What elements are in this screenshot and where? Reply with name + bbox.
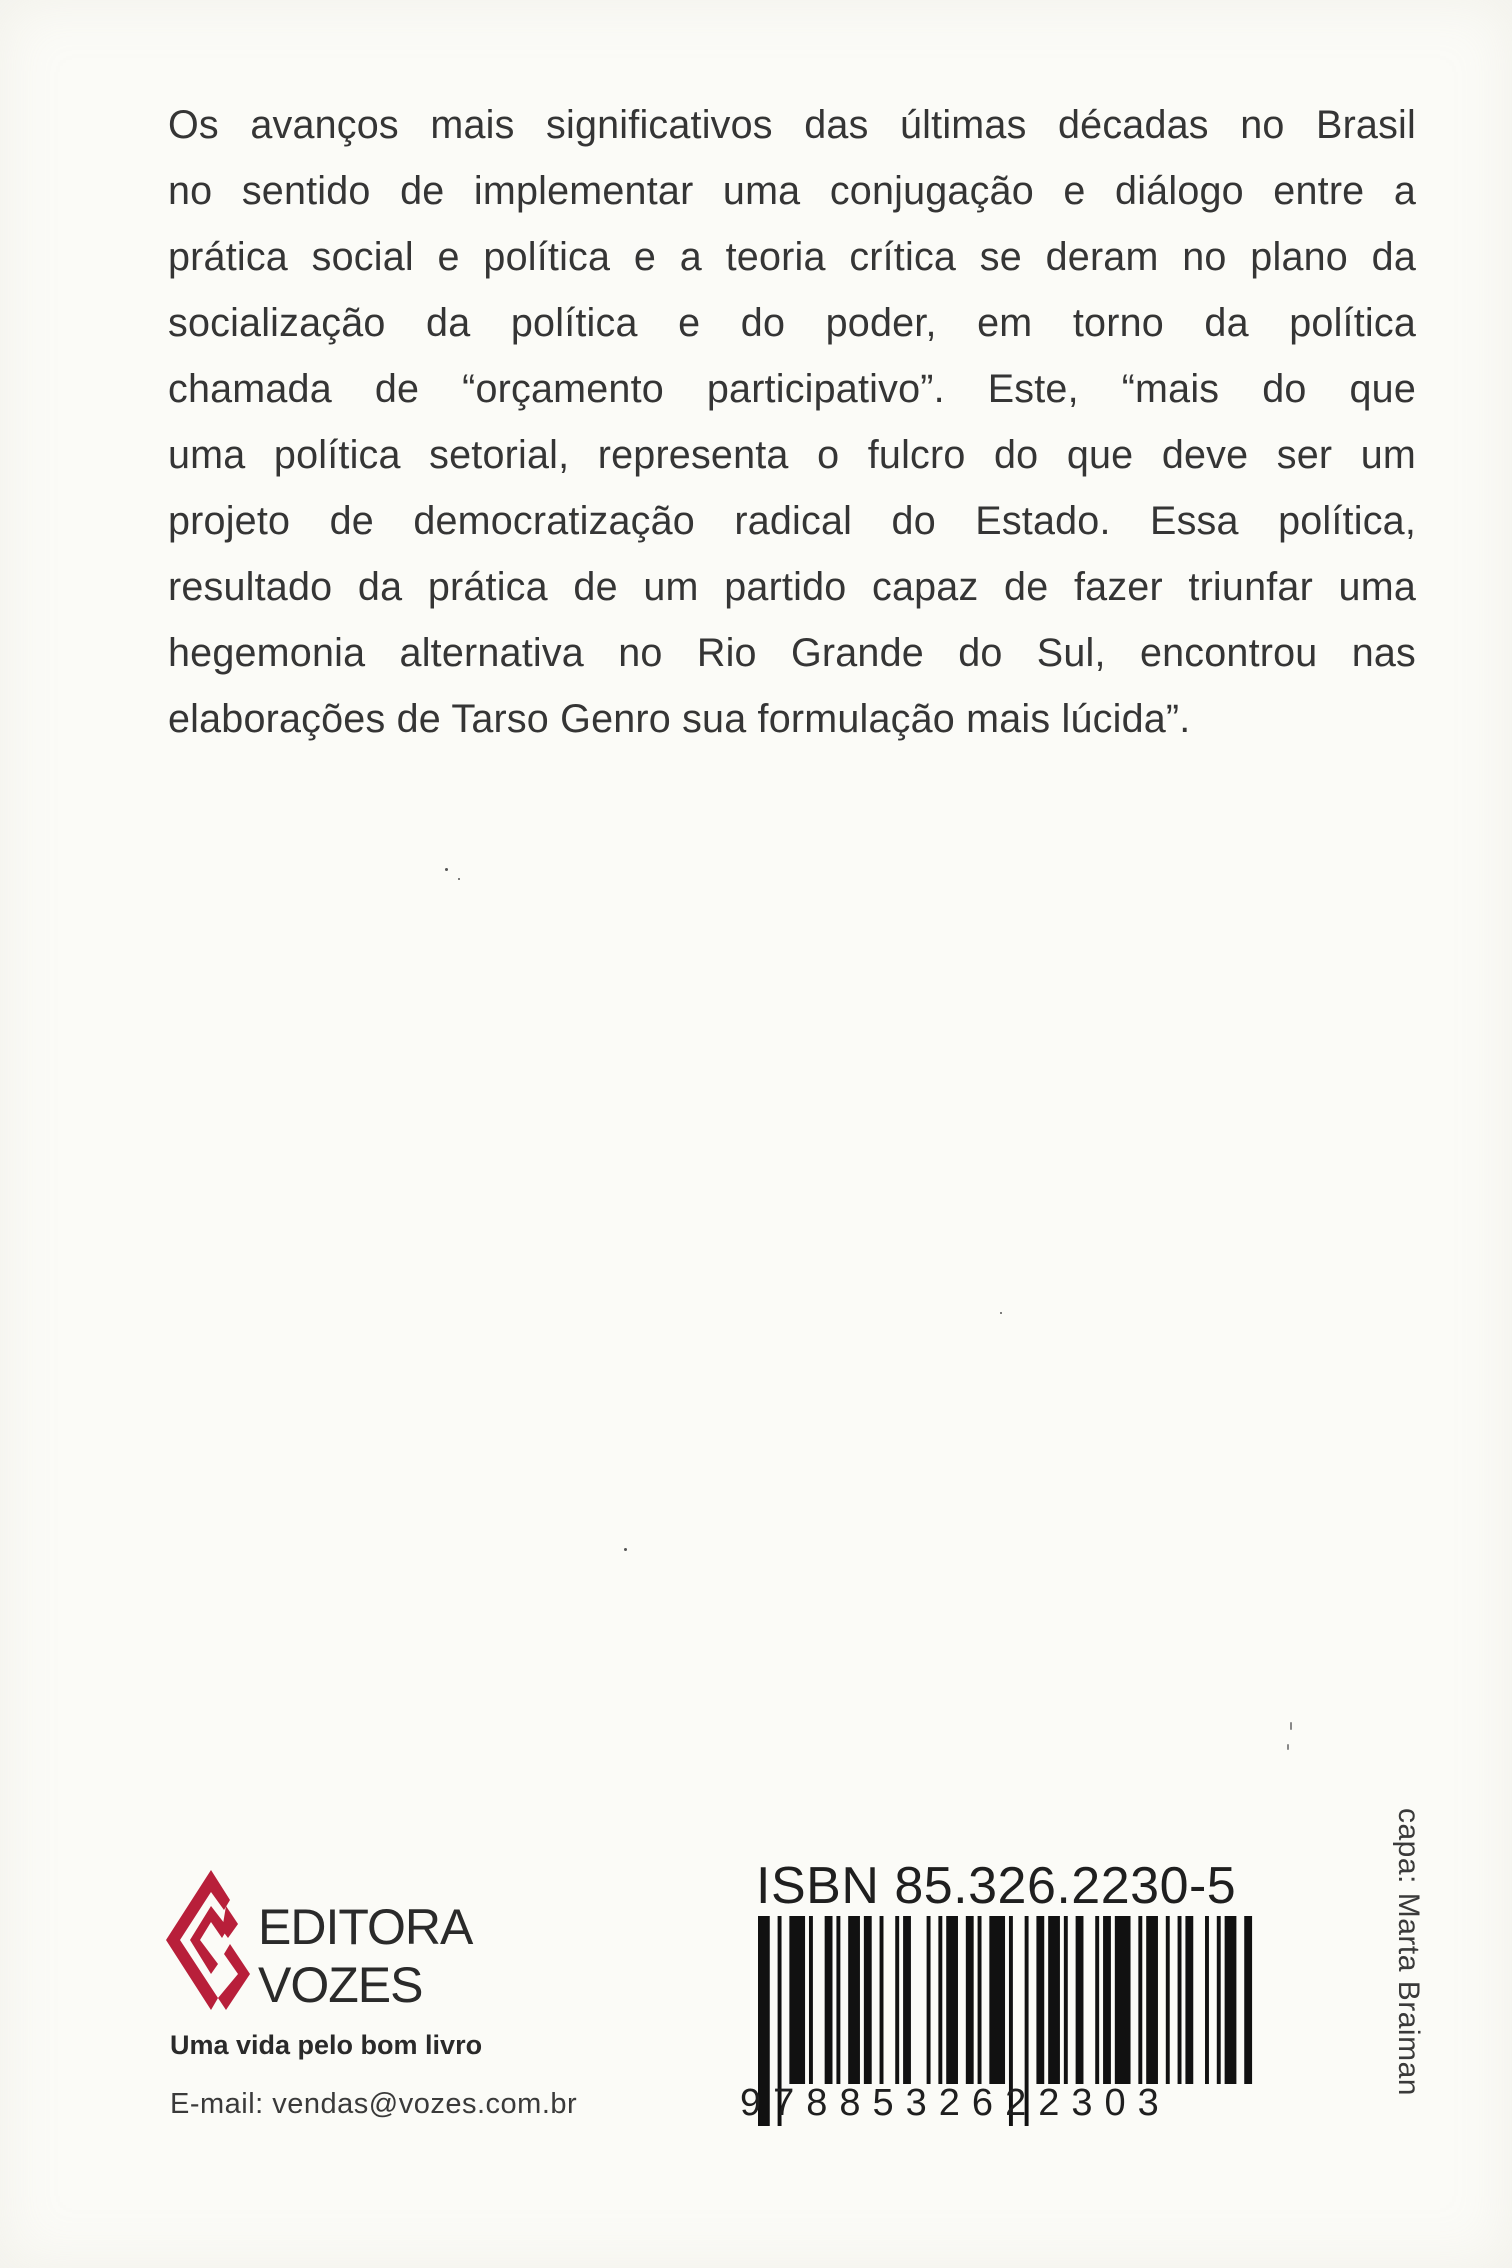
barcode-bar [1138, 1916, 1142, 2084]
barcode-bar [1048, 1916, 1060, 2084]
barcode-bar [1076, 1916, 1084, 2084]
publisher-name-line1: EDITORA [258, 1899, 473, 1955]
blurb-line: Os avanços mais significativos das últimas décadas no Brasil [168, 103, 1416, 147]
barcode-bar [1185, 1916, 1193, 2084]
back-cover-blurb [168, 92, 1416, 752]
isbn-label: ISBN 85.326.2230-5 [756, 1857, 1237, 1915]
barcode-bar [938, 1916, 942, 2084]
barcode-bar [1166, 1916, 1170, 2084]
barcode-bar [1115, 1916, 1131, 2084]
blurb-line: resultado da prática de um partido capaz de fazer triunfar uma [168, 565, 1416, 609]
blurb-line: prática social e política e a teoria crítica se deram no plano da [168, 235, 1416, 279]
cover-credit: capa: Marta Braiman [1392, 1808, 1425, 2096]
publisher-name [258, 1898, 472, 2014]
publisher-tagline: Uma vida pelo bom livro [170, 2030, 483, 2060]
blurb-line: socialização da política e do poder, em torno da política [168, 301, 1416, 345]
barcode-bar [1225, 1916, 1237, 2084]
editora-vozes-logo-icon [166, 1870, 256, 2020]
blurb-line: projeto de democratização radical do Estado. Essa política, [168, 499, 1416, 543]
barcode-bar [1103, 1916, 1111, 2084]
blurb-line: chamada de “orçamento participativo”. Este, “mais do que [168, 367, 1416, 411]
barcode-bar [864, 1916, 872, 2084]
barcode-bar [1244, 1916, 1252, 2084]
barcode-digits: 9788532622303 [740, 2082, 1171, 2124]
barcode-bar [1036, 1916, 1044, 2084]
publisher-email: E-mail: vendas@vozes.com.br [170, 2088, 578, 2120]
blurb-line: uma política setorial, representa o fulcro do que deve ser um [168, 433, 1416, 477]
blurb-line: hegemonia alternativa no Rio Grande do Sul, encontrou nas [168, 631, 1416, 675]
barcode-bar [989, 1916, 1005, 2084]
barcode-bar [1217, 1916, 1221, 2084]
barcode-bar [927, 1916, 931, 2084]
paper-speck [1000, 1312, 1002, 1314]
barcode-bar [880, 1916, 884, 2084]
barcode-bar [895, 1916, 899, 2084]
barcode-bar [1205, 1916, 1209, 2084]
barcode-bar [789, 1916, 805, 2084]
barcode-bar [809, 1916, 813, 2084]
paper-speck [1290, 1722, 1292, 1730]
barcode-bar [1178, 1916, 1182, 2084]
publisher-name-line2: VOZES [258, 1957, 423, 2013]
barcode-bar [1064, 1916, 1068, 2084]
paper-speck [445, 868, 448, 871]
barcode-bar [966, 1916, 974, 2084]
paper-speck [624, 1548, 627, 1551]
barcode-bar [1146, 1916, 1158, 2084]
barcode-bar [946, 1916, 958, 2084]
barcode-bar [978, 1916, 982, 2084]
barcode-bar [903, 1916, 911, 2084]
barcode-bar [836, 1916, 840, 2084]
barcode-bar [825, 1916, 833, 2084]
barcode-bar [848, 1916, 860, 2084]
paper-speck [458, 878, 460, 880]
blurb-line: no sentido de implementar uma conjugação e diálogo entre a [168, 169, 1416, 213]
barcode-bar [1095, 1916, 1099, 2084]
paper-speck [1287, 1744, 1289, 1750]
blurb-line: elaborações de Tarso Genro sua formulação mais lúcida”. [168, 697, 1191, 741]
